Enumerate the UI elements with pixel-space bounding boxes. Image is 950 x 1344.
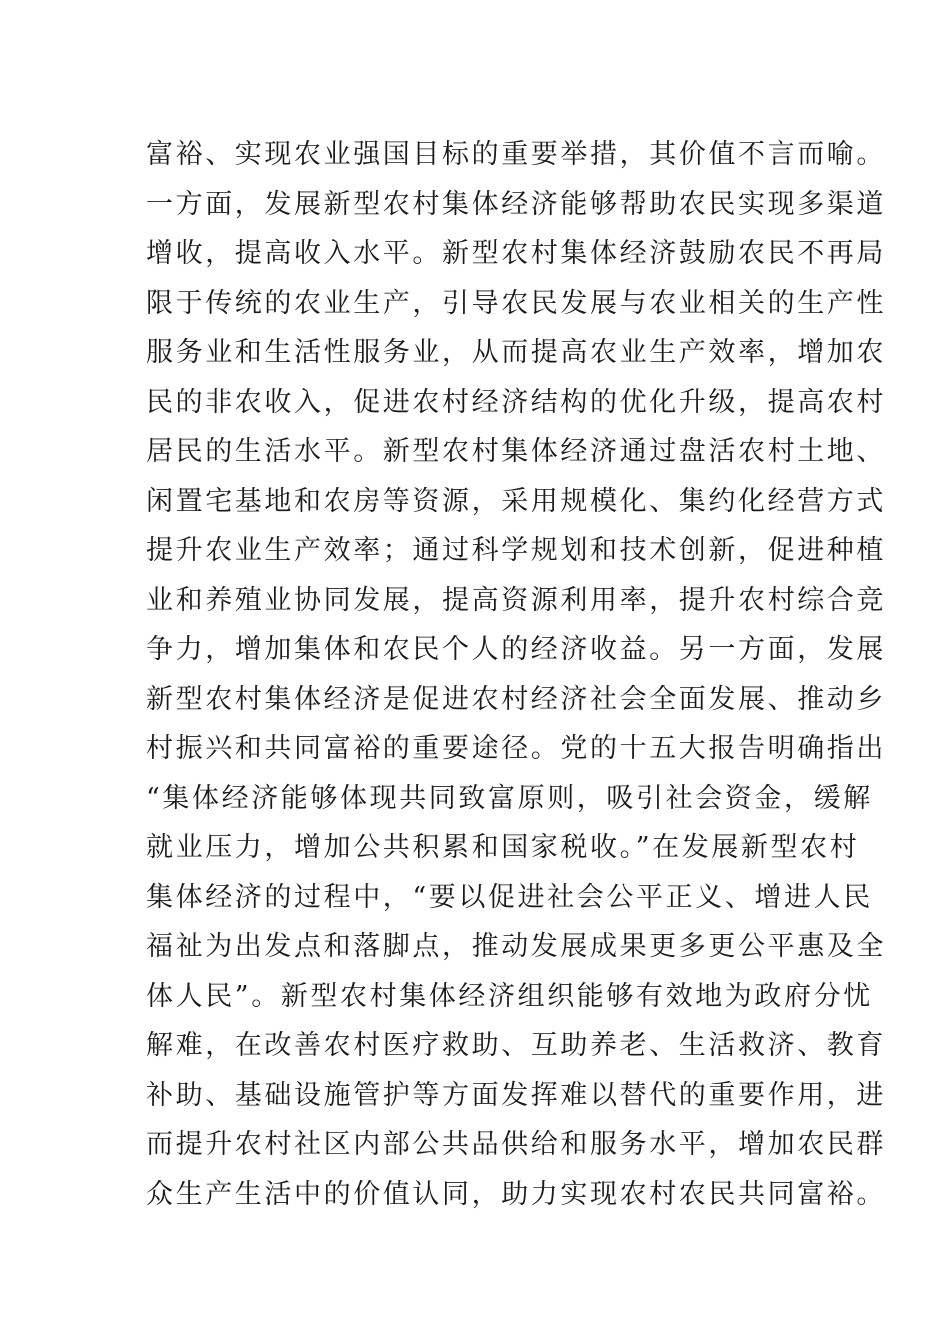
text-line: 众生产生活中的价值认同，助力实现农村农民共同富裕。 [146,1178,886,1210]
text-line: “集体经济能够体现共同致富原则，吸引社会资金，缓解 [146,782,873,814]
text-line: 一方面，发展新型农村集体经济能够帮助农民实现多渠道 [146,188,886,220]
text-line: 解难，在改善农村医疗救助、互助养老、生活救济、教育 [146,1030,886,1061]
text-line: 村振兴和共同富裕的重要途径。党的十五大报告明确指出 [146,733,886,764]
text-line: 限于传统的农业生产，引导农民发展与农业相关的生产性 [146,287,886,319]
text-line: 服务业和生活性服务业，从而提高农业生产效率，增加农 [146,337,886,368]
text-line: 业和养殖业协同发展，提高资源利用率，提升农村综合竞 [146,584,886,616]
text-line: 争力，增加集体和农民个人的经济收益。另一方面，发展 [146,634,886,665]
text-line: 增收，提高收入水平。新型农村集体经济鼓励农民不再局 [146,238,886,269]
text-line: 民的非农收入，促进农村经济结构的优化升级，提高农村 [146,386,886,418]
text-line: 新型农村集体经济是促进农村经济社会全面发展、推动乡 [146,683,886,715]
text-line: 集体经济的过程中，“要以促进社会公平正义、增进人民 [146,881,873,913]
body-paragraph [146,130,886,1219]
text-line: 福祉为出发点和落脚点，推动发展成果更多更公平惠及全 [146,931,886,962]
text-line: 富裕、实现农业强国目标的重要举措，其价值不言而喻。 [146,139,886,170]
text-line: 闲置宅基地和农房等资源，采用规模化、集约化经营方式 [146,485,886,517]
text-line: 居民的生活水平。新型农村集体经济通过盘活农村土地、 [146,436,886,467]
text-line: 提升农业生产效率；通过科学规划和技术创新，促进种植 [146,535,886,566]
text-line: 而提升农村社区内部公共品供给和服务水平，增加农民群 [146,1129,886,1160]
text-line: 补助、基础设施管护等方面发挥难以替代的重要作用，进 [146,1079,886,1111]
text-line: 体人民”。新型农村集体经济组织能够有效地为政府分忧 [146,980,873,1012]
text-line: 就业压力，增加公共积累和国家税收。”在发展新型农村 [146,832,860,863]
